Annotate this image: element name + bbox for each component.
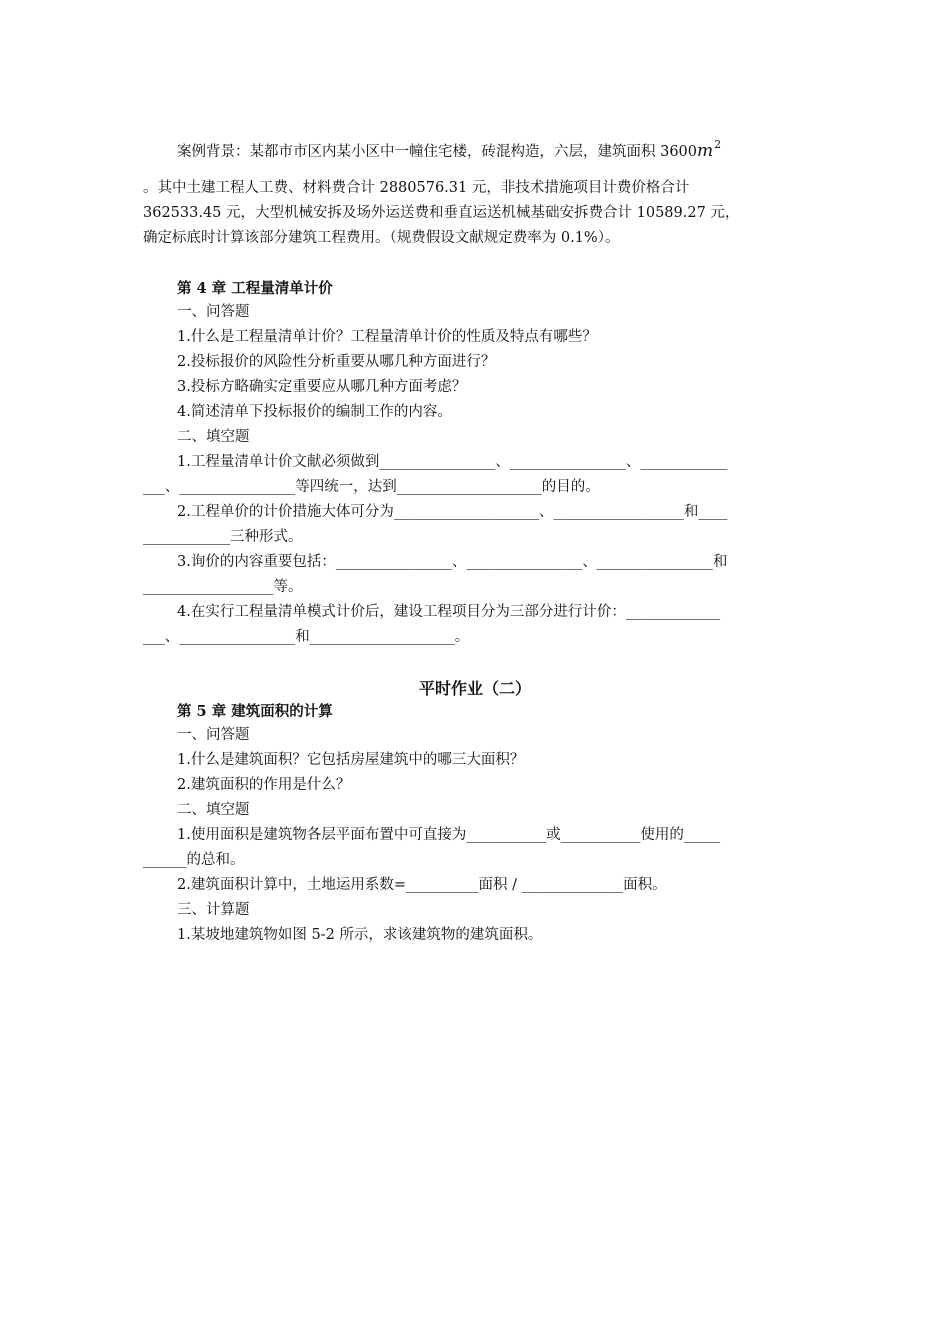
ch4-fill-1-line-b: ___、________________等四统一，达到____________________的目的。: [143, 479, 600, 495]
chapter-4-heading: 第 4 章 工程量清单计价: [177, 280, 333, 297]
case-line-4: 确定标底时计算该部分建筑工程费用。（规费假设文献规定费率为 0.1%）。: [143, 230, 620, 246]
ch5-fill-2: 2.建筑面积计算中，土地运用系数=__________面积 / ______________面积。: [177, 877, 667, 893]
ch5-calc-1: 1.某坡地建筑物如图 5-2 所示，求该建筑物的建筑面积。: [177, 927, 543, 943]
ch4-question-4: 4.简述清单下投标报价的编制工作的内容。: [177, 404, 452, 420]
unit-m: m: [697, 141, 714, 161]
ch4-fill-2-line-a: 2.工程单价的计价措施大体可分为____________________、__________________和____: [177, 504, 728, 520]
ch4-fill-4-line-a: 4.在实行工程量清单模式计价后，建设工程项目分为三部分进行计价：_____________: [177, 604, 721, 620]
case-text-1: 案例背景：某都市市区内某小区中一幢住宅楼，砖混构造，六层，建筑面积 3600: [177, 144, 698, 160]
ch4-section-fill: 二、填空题: [177, 429, 250, 445]
homework-2-title: 平时作业（二）: [418, 679, 531, 698]
unit-superscript: 2: [714, 138, 722, 151]
ch4-fill-2-line-b: ____________三种形式。: [143, 529, 303, 545]
ch4-question-2: 2.投标报价的风险性分析重要从哪几种方面进行？: [177, 354, 496, 370]
ch5-section-calc: 三、计算题: [177, 902, 250, 918]
ch4-question-1: 1.什么是工程量清单计价？工程量清单计价的性质及特点有哪些？: [177, 329, 597, 345]
case-line-2: 。其中土建工程人工费、材料费合计 2880576.31 元，非技术措施项目计费价格合计: [143, 180, 690, 196]
chapter-5-heading: 第 5 章 建筑面积的计算: [177, 703, 333, 720]
ch4-fill-1-line-a: 1.工程量清单计价文献必须做到________________、________________、____________: [177, 454, 728, 470]
ch4-fill-4-line-b: ___、________________和____________________。: [143, 629, 470, 645]
ch5-question-2: 2.建筑面积的作用是什么？: [177, 777, 351, 793]
ch5-section-fill: 二、填空题: [177, 802, 250, 818]
ch5-fill-1-line-a: 1.使用面积是建筑物各层平面布置中可直接为___________或___________使用的_____: [177, 827, 721, 843]
ch5-section-qa: 一、问答题: [177, 727, 250, 743]
ch4-fill-3-line-a: 3.询价的内容重要包括：________________、________________、________________和: [177, 554, 728, 570]
ch5-fill-1-line-b: ______的总和。: [143, 852, 245, 868]
ch4-question-3: 3.投标方略确实定重要应从哪几种方面考虑？: [177, 379, 467, 395]
ch5-question-1: 1.什么是建筑面积？它包括房屋建筑中的哪三大面积？: [177, 752, 525, 768]
ch4-fill-3-line-b: __________________等。: [143, 579, 303, 595]
case-line-1: [177, 132, 721, 165]
case-line-3: 362533.45 元，大型机械安拆及场外运送费和垂直运送机械基础安拆费合计 10589.27 元，: [143, 205, 740, 221]
ch4-section-qa: 一、问答题: [177, 304, 250, 320]
